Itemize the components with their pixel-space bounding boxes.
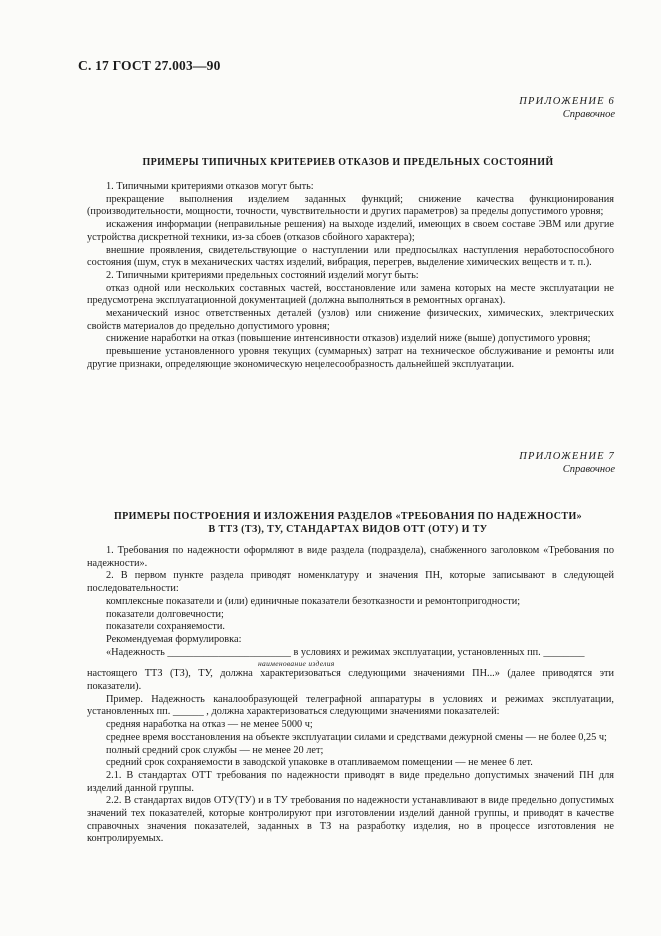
paragraph: средний срок сохраняемости в заводской упаковке в отапливаемом помещении — не менее 6 лет. — [106, 757, 533, 769]
appendix-7-sublabel: Справочное — [562, 464, 615, 475]
paragraph: 1. Типичными критериями отказов могут быть: — [106, 181, 314, 192]
paragraph: среднее время восстановления на объекте эксплуатации силами и средствами дежурной смены — не более 0,25 ч; — [106, 731, 607, 743]
paragraph: превышение установленного уровня текущих (суммарных) затрат на техническое обслуживание и ремонты или другие признаки, определяющие экономическую нецелесообразность дальнейшей эксплуатации. — [87, 346, 614, 370]
appendix-7-title-line-1: ПРИМЕРЫ ПОСТРОЕНИЯ И ИЗЛОЖЕНИЯ РАЗДЕЛОВ «ТРЕБОВАНИЯ ПО НАДЕЖНОСТИ» — [113, 511, 583, 522]
paragraph: снижение наработки на отказ (повышение интенсивности отказов) изделий ниже (выше) допустимого уровня; — [106, 333, 591, 345]
paragraph: 2. Типичными критериями предельных состояний изделий могут быть: — [106, 269, 419, 281]
paragraph: отказ одной или нескольких составных частей, восстановление или замена которых на месте эксплуатации не предусмотрена эксплуатационной документацией (должна выполняться в ремонтных органах). — [87, 282, 614, 307]
field-caption: наименование изделия — [258, 659, 335, 669]
paragraph: полный средний срок службы — не менее 20 лет; — [106, 744, 324, 756]
page-header: С. 17 ГОСТ 27.003—90 — [78, 58, 221, 73]
paragraph: 2. В первом пункте раздела приводят номенклатуру и значения ПН, которые записывают в следующей последовательности: — [87, 570, 614, 595]
appendix-7-label-block — [519, 450, 615, 476]
paragraph: Пример. Надежность каналообразующей телеграфной аппаратуры в условиях и режимах эксплуатации, установленных пп. ______ , должна характеризоваться следующими значениями показателей: — [87, 693, 614, 718]
paragraph: 1. Требования по надежности оформляют в виде раздела (подраздела), снабженного заголовком «Требования по надежности». — [87, 545, 614, 569]
paragraph: механический износ ответственных деталей (узлов) или снижение физических, химических, электрических свойств материалов до предельно допустимого уровня; — [87, 308, 614, 332]
appendix-6-body — [87, 181, 614, 372]
paragraph: «Надежность ________________________ в условиях и режимах эксплуатации, установленных пп. ________ — [106, 646, 585, 658]
paragraph: Рекомендуемая формулировка: — [106, 633, 242, 645]
appendix-7-title-line-2: В ТТЗ (ТЗ), ТУ, СТАНДАРТАХ ВИДОВ ОТТ (ОТУ) И ТУ — [208, 524, 488, 535]
paragraph: искажения информации (неправильные решения) на выходе изделий, имеющих в своем составе ЭВМ или другие устройства дискретной техники, из-за сбоев (отказов сбойного характера); — [87, 219, 614, 243]
appendix-6-label: ПРИЛОЖЕНИЕ 6 — [519, 96, 615, 107]
paragraph: внешние проявления, свидетельствующие о наступлении или предпосылках наступления неработоспособного состояния (шум, стук в механических частях изделий, вибрация, перегрев, выделение химических веществ и т. п.). — [87, 244, 614, 269]
appendix-7-title — [78, 510, 618, 536]
paragraph: 2.1. В стандартах ОТТ требования по надежности приводят в виде предельно допустимых значений ПН для изделий данной группы. — [87, 769, 614, 794]
appendix-7-label: ПРИЛОЖЕНИЕ 7 — [519, 451, 615, 462]
appendix-6-label-block — [519, 95, 615, 121]
paragraph: комплексные показатели и (или) единичные показатели безотказности и ремонтопригодности; — [106, 595, 521, 607]
paragraph: показатели сохраняемости. — [106, 621, 225, 633]
appendix-6-sublabel: Справочное — [562, 109, 615, 120]
paragraph: настоящего ТТЗ (ТЗ), ТУ, должна характеризоваться следующими значениями ПН...» (далее приводятся эти показатели). — [87, 668, 614, 693]
paragraph: 2.2. В стандартах видов ОТУ(ТУ) и в ТУ требования по надежности устанавливают в виде предельно допустимых значений тех показателей, которые контролируют при изготовлении изделий данной группы, и приводят в качестве справочных значения показателей, заданных в ТЗ на разработку изделия, но в процессе изготовления не контролируемых. — [87, 795, 614, 845]
appendix-7-body — [87, 545, 614, 846]
paragraph: прекращение выполнения изделием заданных функций; снижение качества функционирования (производительности, мощности, точности, чувствительности и других параметров) за пределы допустимого уровня; — [87, 193, 614, 218]
paragraph: показатели долговечности; — [106, 608, 224, 620]
paragraph: средняя наработка на отказ — не менее 5000 ч; — [106, 719, 313, 731]
appendix-6-title: ПРИМЕРЫ ТИПИЧНЫХ КРИТЕРИЕВ ОТКАЗОВ И ПРЕДЕЛЬНЫХ СОСТОЯНИЙ — [142, 157, 554, 168]
